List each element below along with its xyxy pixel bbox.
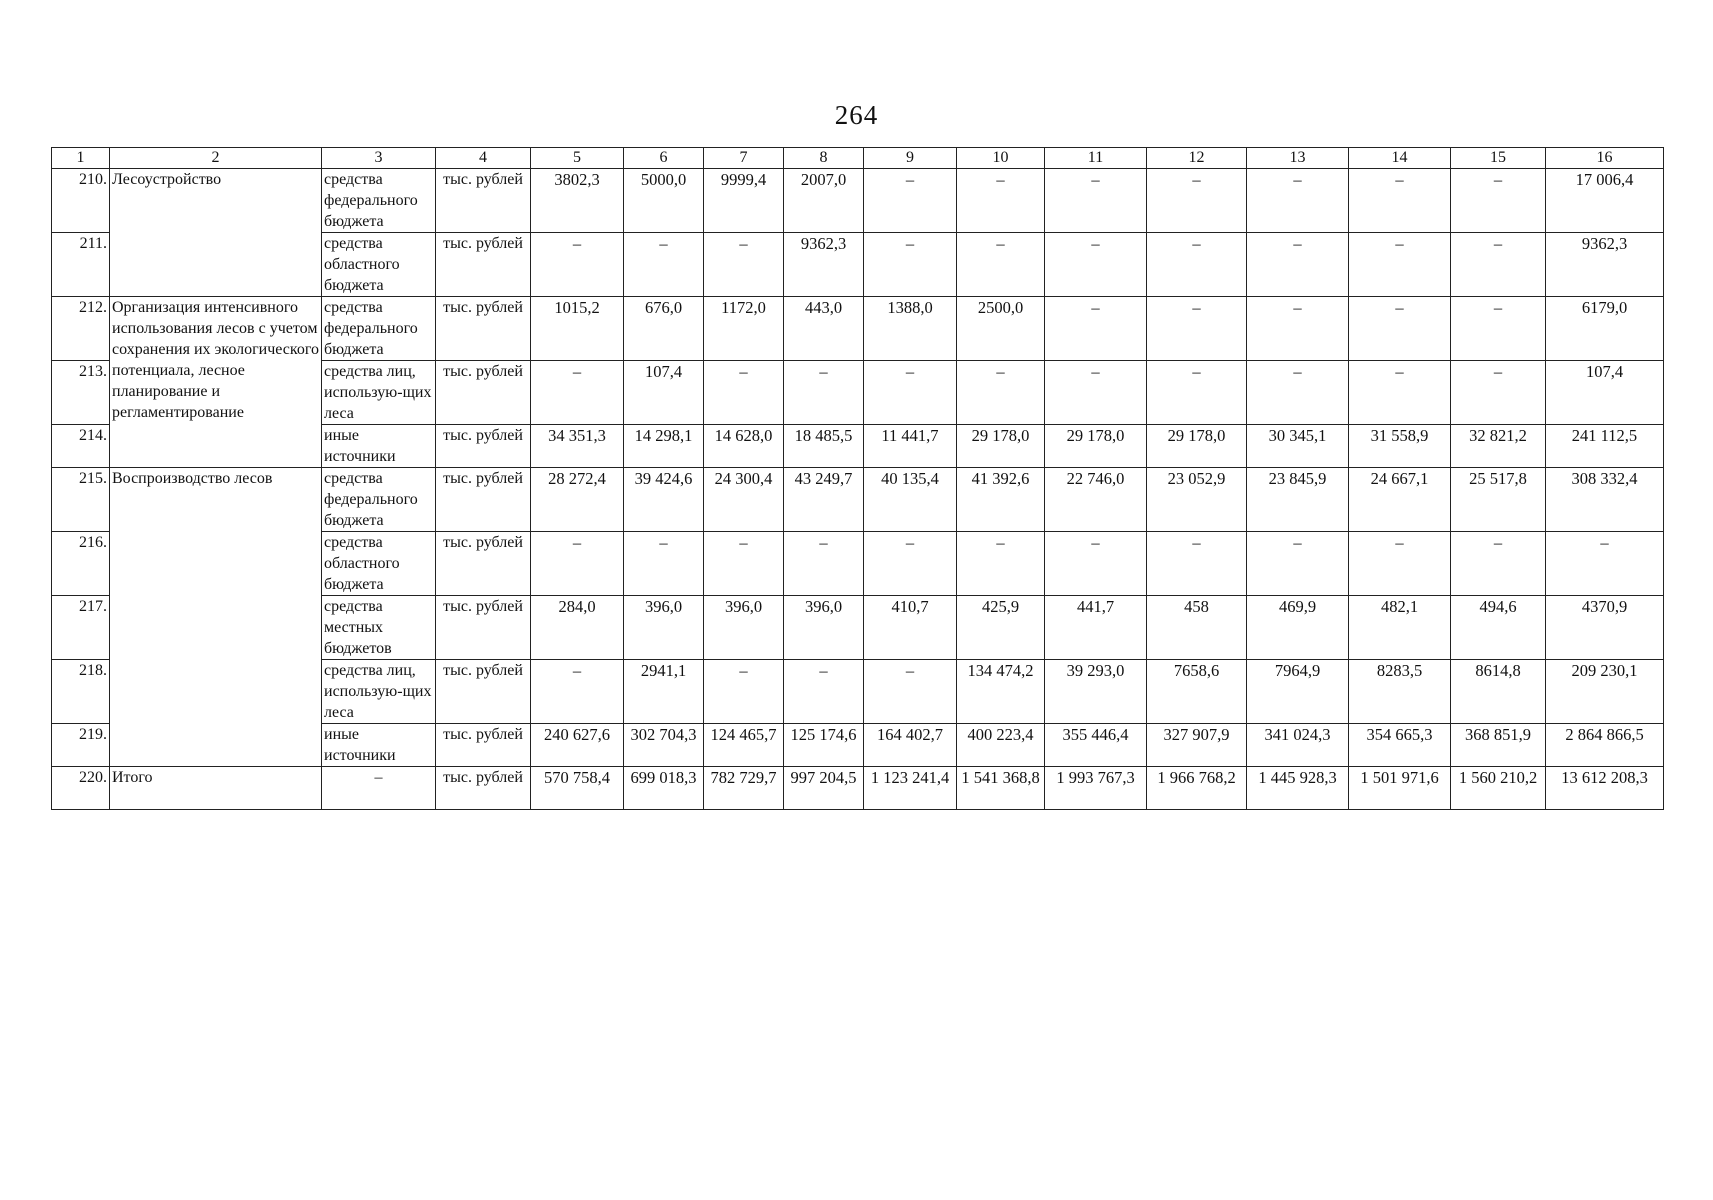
value-cell: 23 845,9 <box>1247 468 1349 532</box>
value-cell: 25 517,8 <box>1451 468 1546 532</box>
funding-source: средства лиц, использую-щих леса <box>322 361 436 425</box>
value-cell: 107,4 <box>624 361 704 425</box>
value-cell: 14 628,0 <box>704 425 784 468</box>
value-cell: 2007,0 <box>784 169 864 233</box>
value-cell: – <box>531 233 624 297</box>
value-cell: 699 018,3 <box>624 767 704 810</box>
column-header: 10 <box>957 148 1045 169</box>
value-cell: – <box>1247 169 1349 233</box>
value-cell: 355 446,4 <box>1045 724 1147 767</box>
value-cell: 1 445 928,3 <box>1247 767 1349 810</box>
value-cell: 241 112,5 <box>1546 425 1664 468</box>
value-cell: – <box>624 233 704 297</box>
value-cell: – <box>704 532 784 596</box>
value-cell: 28 272,4 <box>531 468 624 532</box>
funding-source: средства федерального бюджета <box>322 169 436 233</box>
value-cell: 124 465,7 <box>704 724 784 767</box>
value-cell: – <box>531 532 624 596</box>
row-number: 215. <box>52 468 110 532</box>
value-cell: 368 851,9 <box>1451 724 1546 767</box>
value-cell: 39 293,0 <box>1045 660 1147 724</box>
value-cell: 458 <box>1147 596 1247 660</box>
value-cell: 9999,4 <box>704 169 784 233</box>
value-cell: 11 441,7 <box>864 425 957 468</box>
value-cell: 1 123 241,4 <box>864 767 957 810</box>
table-row <box>52 169 1664 233</box>
value-cell: 40 135,4 <box>864 468 957 532</box>
value-cell: 3802,3 <box>531 169 624 233</box>
column-header: 1 <box>52 148 110 169</box>
funding-source: средства областного бюджета <box>322 532 436 596</box>
table-row <box>52 767 1664 810</box>
unit-cell: тыс. рублей <box>436 425 531 468</box>
value-cell: – <box>1349 532 1451 596</box>
value-cell: – <box>1147 233 1247 297</box>
unit-cell: тыс. рублей <box>436 596 531 660</box>
value-cell: 39 424,6 <box>624 468 704 532</box>
value-cell: 284,0 <box>531 596 624 660</box>
value-cell: 8283,5 <box>1349 660 1451 724</box>
unit-cell: тыс. рублей <box>436 767 531 810</box>
column-header: 3 <box>322 148 436 169</box>
value-cell: – <box>704 233 784 297</box>
value-cell: 209 230,1 <box>1546 660 1664 724</box>
value-cell: – <box>1045 297 1147 361</box>
value-cell: 240 627,6 <box>531 724 624 767</box>
row-number: 218. <box>52 660 110 724</box>
value-cell: 2500,0 <box>957 297 1045 361</box>
value-cell: – <box>1451 297 1546 361</box>
value-cell: 1 560 210,2 <box>1451 767 1546 810</box>
column-header: 15 <box>1451 148 1546 169</box>
value-cell: – <box>1147 297 1247 361</box>
value-cell: – <box>864 361 957 425</box>
value-cell: 441,7 <box>1045 596 1147 660</box>
column-header: 13 <box>1247 148 1349 169</box>
value-cell: 30 345,1 <box>1247 425 1349 468</box>
value-cell: 302 704,3 <box>624 724 704 767</box>
funding-source: – <box>322 767 436 810</box>
value-cell: – <box>624 532 704 596</box>
row-number: 212. <box>52 297 110 361</box>
value-cell: 1172,0 <box>704 297 784 361</box>
value-cell: 43 249,7 <box>784 468 864 532</box>
value-cell: 31 558,9 <box>1349 425 1451 468</box>
value-cell: – <box>1349 297 1451 361</box>
row-number: 217. <box>52 596 110 660</box>
value-cell: 7658,6 <box>1147 660 1247 724</box>
value-cell: – <box>1451 169 1546 233</box>
value-cell: 997 204,5 <box>784 767 864 810</box>
value-cell: – <box>957 532 1045 596</box>
value-cell: 14 298,1 <box>624 425 704 468</box>
value-cell: 29 178,0 <box>1147 425 1247 468</box>
value-cell: 18 485,5 <box>784 425 864 468</box>
unit-cell: тыс. рублей <box>436 660 531 724</box>
funding-source: средства федерального бюджета <box>322 468 436 532</box>
value-cell: 8614,8 <box>1451 660 1546 724</box>
column-header: 2 <box>110 148 322 169</box>
column-header: 6 <box>624 148 704 169</box>
value-cell: – <box>531 361 624 425</box>
value-cell: 469,9 <box>1247 596 1349 660</box>
value-cell: – <box>1451 532 1546 596</box>
column-header: 9 <box>864 148 957 169</box>
value-cell: 396,0 <box>784 596 864 660</box>
value-cell: – <box>957 361 1045 425</box>
value-cell: 5000,0 <box>624 169 704 233</box>
value-cell: – <box>1045 233 1147 297</box>
unit-cell: тыс. рублей <box>436 532 531 596</box>
activity-name: Воспроизводство лесов <box>110 468 322 767</box>
value-cell: 9362,3 <box>784 233 864 297</box>
value-cell: 17 006,4 <box>1546 169 1664 233</box>
value-cell: 308 332,4 <box>1546 468 1664 532</box>
value-cell: – <box>784 532 864 596</box>
value-cell: – <box>1147 532 1247 596</box>
column-header: 14 <box>1349 148 1451 169</box>
funding-source: средства областного бюджета <box>322 233 436 297</box>
value-cell: 2 864 866,5 <box>1546 724 1664 767</box>
column-header: 7 <box>704 148 784 169</box>
column-header: 11 <box>1045 148 1147 169</box>
value-cell: 1388,0 <box>864 297 957 361</box>
value-cell: 125 174,6 <box>784 724 864 767</box>
value-cell: 2941,1 <box>624 660 704 724</box>
funding-source: средства лиц, использую-щих леса <box>322 660 436 724</box>
column-header: 16 <box>1546 148 1664 169</box>
funding-source: иные источники <box>322 724 436 767</box>
row-number: 216. <box>52 532 110 596</box>
value-cell: – <box>1147 169 1247 233</box>
budget-table <box>51 147 1664 810</box>
table-body <box>52 169 1664 810</box>
funding-source: средства федерального бюджета <box>322 297 436 361</box>
column-header: 4 <box>436 148 531 169</box>
unit-cell: тыс. рублей <box>436 724 531 767</box>
column-header: 8 <box>784 148 864 169</box>
value-cell: – <box>704 361 784 425</box>
value-cell: 425,9 <box>957 596 1045 660</box>
value-cell: 4370,9 <box>1546 596 1664 660</box>
value-cell: 396,0 <box>624 596 704 660</box>
value-cell: – <box>957 233 1045 297</box>
value-cell: 354 665,3 <box>1349 724 1451 767</box>
value-cell: – <box>784 660 864 724</box>
value-cell: – <box>1451 361 1546 425</box>
value-cell: 22 746,0 <box>1045 468 1147 532</box>
column-header: 5 <box>531 148 624 169</box>
value-cell: – <box>1247 297 1349 361</box>
row-number: 213. <box>52 361 110 425</box>
activity-name: Организация интенсивного использования лесов с учетом сохранения их экологического потенциала, лесное планирование и регламентирование <box>110 297 322 468</box>
value-cell: 29 178,0 <box>957 425 1045 468</box>
value-cell: 41 392,6 <box>957 468 1045 532</box>
value-cell: 1 966 768,2 <box>1147 767 1247 810</box>
row-number: 220. <box>52 767 110 810</box>
row-number: 210. <box>52 169 110 233</box>
value-cell: – <box>1045 361 1147 425</box>
value-cell: – <box>704 660 784 724</box>
value-cell: – <box>1247 361 1349 425</box>
value-cell: 482,1 <box>1349 596 1451 660</box>
unit-cell: тыс. рублей <box>436 361 531 425</box>
value-cell: – <box>1247 532 1349 596</box>
value-cell: 410,7 <box>864 596 957 660</box>
activity-name: Лесоустройство <box>110 169 322 297</box>
value-cell: 443,0 <box>784 297 864 361</box>
header-row <box>52 148 1664 169</box>
value-cell: – <box>864 233 957 297</box>
value-cell: 400 223,4 <box>957 724 1045 767</box>
value-cell: 32 821,2 <box>1451 425 1546 468</box>
value-cell: – <box>864 660 957 724</box>
value-cell: – <box>1045 169 1147 233</box>
value-cell: 7964,9 <box>1247 660 1349 724</box>
value-cell: 396,0 <box>704 596 784 660</box>
column-header: 12 <box>1147 148 1247 169</box>
value-cell: 164 402,7 <box>864 724 957 767</box>
table-row <box>52 468 1664 532</box>
value-cell: 494,6 <box>1451 596 1546 660</box>
value-cell: – <box>1451 233 1546 297</box>
activity-name: Итого <box>110 767 322 810</box>
funding-source: иные источники <box>322 425 436 468</box>
value-cell: 782 729,7 <box>704 767 784 810</box>
table-row <box>52 297 1664 361</box>
value-cell: 24 667,1 <box>1349 468 1451 532</box>
value-cell: – <box>1349 361 1451 425</box>
value-cell: 676,0 <box>624 297 704 361</box>
row-number: 211. <box>52 233 110 297</box>
value-cell: – <box>1045 532 1147 596</box>
value-cell: 6179,0 <box>1546 297 1664 361</box>
value-cell: 23 052,9 <box>1147 468 1247 532</box>
value-cell: 107,4 <box>1546 361 1664 425</box>
value-cell: – <box>1349 169 1451 233</box>
unit-cell: тыс. рублей <box>436 169 531 233</box>
value-cell: 1 993 767,3 <box>1045 767 1147 810</box>
value-cell: 1 501 971,6 <box>1349 767 1451 810</box>
value-cell: – <box>1147 361 1247 425</box>
value-cell: – <box>1546 532 1664 596</box>
value-cell: – <box>531 660 624 724</box>
value-cell: 9362,3 <box>1546 233 1664 297</box>
value-cell: – <box>957 169 1045 233</box>
row-number: 214. <box>52 425 110 468</box>
value-cell: 13 612 208,3 <box>1546 767 1664 810</box>
value-cell: – <box>1247 233 1349 297</box>
page-number: 264 <box>834 100 879 130</box>
value-cell: 341 024,3 <box>1247 724 1349 767</box>
value-cell: – <box>864 169 957 233</box>
value-cell: – <box>784 361 864 425</box>
value-cell: 1015,2 <box>531 297 624 361</box>
value-cell: 34 351,3 <box>531 425 624 468</box>
value-cell: 327 907,9 <box>1147 724 1247 767</box>
row-number: 219. <box>52 724 110 767</box>
value-cell: 1 541 368,8 <box>957 767 1045 810</box>
value-cell: 570 758,4 <box>531 767 624 810</box>
unit-cell: тыс. рублей <box>436 468 531 532</box>
value-cell: 29 178,0 <box>1045 425 1147 468</box>
value-cell: – <box>864 532 957 596</box>
value-cell: 134 474,2 <box>957 660 1045 724</box>
value-cell: 24 300,4 <box>704 468 784 532</box>
funding-source: средства местных бюджетов <box>322 596 436 660</box>
value-cell: – <box>1349 233 1451 297</box>
unit-cell: тыс. рублей <box>436 297 531 361</box>
unit-cell: тыс. рублей <box>436 233 531 297</box>
